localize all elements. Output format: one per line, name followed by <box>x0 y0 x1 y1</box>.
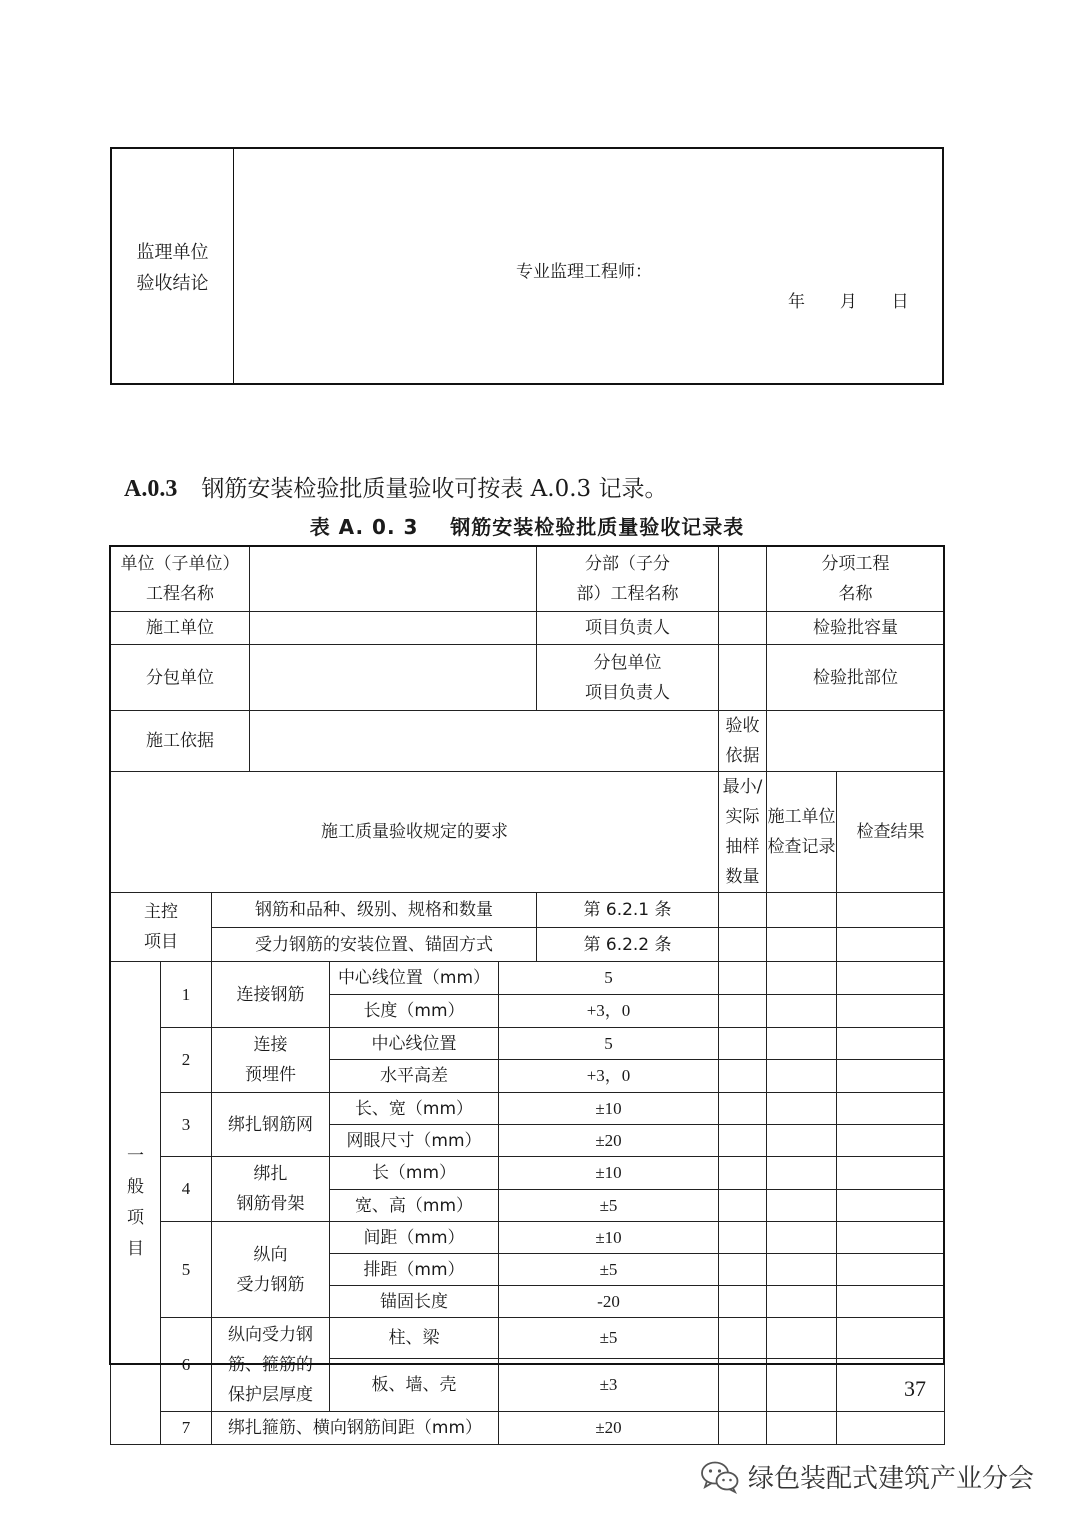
sub-lead-value[interactable] <box>719 645 767 711</box>
check-result-cell[interactable] <box>837 1286 945 1318</box>
check-result-cell[interactable] <box>837 1093 945 1125</box>
requirements-header: 施工质量验收规定的要求 <box>111 772 719 893</box>
check-record-cell[interactable] <box>767 1028 837 1060</box>
construction-basis-label: 施工依据 <box>111 711 250 772</box>
watermark <box>700 1458 1034 1495</box>
sample-count-cell[interactable] <box>719 1254 767 1286</box>
item-name: 连接钢筋 <box>212 962 330 1028</box>
construction-unit-value[interactable] <box>250 612 537 645</box>
check-record-cell[interactable] <box>767 1190 837 1222</box>
check-record-cell[interactable] <box>767 1318 837 1359</box>
general-row <box>111 1318 945 1359</box>
sub-item-name: 间距（mm） <box>330 1222 499 1254</box>
item-name: 绑扎 钢筋骨架 <box>212 1157 330 1222</box>
table-caption: 表 A. 0. 3 钢筋安装检验批质量验收记录表 <box>309 515 745 539</box>
item-number: 6 <box>161 1318 212 1412</box>
check-record-cell[interactable] <box>767 1093 837 1125</box>
main-control-clause: 第 6.2.1 条 <box>537 893 719 928</box>
tolerance-value: ±10 <box>499 1093 719 1125</box>
tolerance-value: ±5 <box>499 1318 719 1359</box>
general-items-label: 一 般 项 目 <box>111 962 161 1445</box>
date-day: 日 <box>891 292 909 312</box>
check-result-cell[interactable] <box>837 1125 945 1157</box>
header-row-1 <box>111 547 945 612</box>
item-name: 连接 预埋件 <box>212 1028 330 1093</box>
unit-name-label: 单位（子单位） 工程名称 <box>111 547 250 612</box>
general-row <box>111 962 945 995</box>
tolerance-value: ±10 <box>499 1157 719 1190</box>
check-record-cell[interactable] <box>767 1222 837 1254</box>
main-control-item: 受力钢筋的安装位置、锚固方式 <box>212 928 537 962</box>
check-result-cell[interactable] <box>837 893 945 928</box>
check-result-cell[interactable] <box>837 1028 945 1060</box>
sample-count-cell[interactable] <box>719 1286 767 1318</box>
check-record-cell[interactable] <box>767 1286 837 1318</box>
check-result-cell[interactable] <box>837 1318 945 1359</box>
item-name: 绑扎箍筋、横向钢筋间距（mm） <box>212 1412 499 1445</box>
item-number: 7 <box>161 1412 212 1445</box>
header-row-5 <box>111 772 945 893</box>
unit-name-value[interactable] <box>250 547 537 612</box>
check-record-header: 施工单位 检查记录 <box>767 772 837 893</box>
check-record-cell[interactable] <box>767 1359 837 1412</box>
sample-count-header: 最小/实际 抽样数量 <box>719 772 767 893</box>
sub-item-name: 长、宽（mm） <box>330 1093 499 1125</box>
check-result-cell[interactable] <box>837 1359 945 1412</box>
check-result-cell[interactable] <box>837 995 945 1028</box>
check-result-cell[interactable] <box>837 962 945 995</box>
sub-item-name: 中心线位置（mm） <box>330 962 499 995</box>
sample-count-cell[interactable] <box>719 1093 767 1125</box>
sub-item-name: 中心线位置 <box>330 1028 499 1060</box>
item-number: 4 <box>161 1157 212 1222</box>
check-result-cell[interactable] <box>837 1412 945 1445</box>
section-heading <box>124 470 667 503</box>
sample-count-cell[interactable] <box>719 1190 767 1222</box>
tolerance-value: +3，0 <box>499 995 719 1028</box>
tolerance-value: 5 <box>499 1028 719 1060</box>
sub-item-name: 水平高差 <box>330 1060 499 1093</box>
item-name: 绑扎钢筋网 <box>212 1093 330 1157</box>
section-text: 钢筋安装检验批质量验收可按表 A.0.3 记录。 <box>201 476 668 502</box>
batch-location-label: 检验批部位 <box>767 645 945 711</box>
top-table <box>110 147 944 385</box>
acceptance-basis-label: 验收依据 <box>719 711 767 772</box>
sample-count-cell[interactable] <box>719 962 767 995</box>
check-record-cell[interactable] <box>767 1125 837 1157</box>
construction-basis-value[interactable] <box>250 711 719 772</box>
subcontractor-value[interactable] <box>250 645 537 711</box>
section-number: A.0.3 <box>124 476 178 502</box>
main-control-clause: 第 6.2.2 条 <box>537 928 719 962</box>
item-number: 1 <box>161 962 212 1028</box>
sample-count-cell[interactable] <box>719 893 767 928</box>
check-result-cell[interactable] <box>837 1222 945 1254</box>
tolerance-value: ±5 <box>499 1190 719 1222</box>
check-result-cell[interactable] <box>837 1254 945 1286</box>
item-number: 2 <box>161 1028 212 1093</box>
main-control-item: 钢筋和品种、级别、规格和数量 <box>212 893 537 928</box>
check-record-cell[interactable] <box>767 1412 837 1445</box>
check-record-cell[interactable] <box>767 1254 837 1286</box>
tolerance-value: ±5 <box>499 1254 719 1286</box>
sample-count-cell[interactable] <box>719 995 767 1028</box>
top-table-divider <box>233 149 234 383</box>
main-control-row <box>111 893 945 928</box>
general-row <box>111 1157 945 1190</box>
check-record-cell[interactable] <box>767 962 837 995</box>
wechat-icon <box>700 1460 740 1494</box>
supervision-label-line2: 验收结论 <box>136 273 209 294</box>
general-row <box>111 1028 945 1060</box>
subitem-label: 分项工程 名称 <box>767 547 945 612</box>
sub-item-name: 柱、梁 <box>330 1318 499 1359</box>
check-record-cell[interactable] <box>767 1060 837 1093</box>
tolerance-value: ±3 <box>499 1359 719 1412</box>
sample-count-cell[interactable] <box>719 1060 767 1093</box>
general-row <box>111 1222 945 1254</box>
engineer-signature-label: 专业监理工程师： <box>516 262 652 282</box>
header-row-2 <box>111 612 945 645</box>
check-result-cell[interactable] <box>837 1190 945 1222</box>
sample-count-cell[interactable] <box>719 1222 767 1254</box>
division-label: 分部（子分 部）工程名称 <box>537 547 719 612</box>
sample-count-cell[interactable] <box>719 1157 767 1190</box>
header-row-3 <box>111 645 945 711</box>
sub-item-name: 长度（mm） <box>330 995 499 1028</box>
sample-count-cell[interactable] <box>719 1028 767 1060</box>
check-result-header: 检查结果 <box>837 772 945 893</box>
signature-date <box>788 287 909 312</box>
general-row <box>111 1412 945 1445</box>
batch-capacity-label: 检验批容量 <box>767 612 945 645</box>
acceptance-basis-value[interactable] <box>767 711 945 772</box>
sub-item-name: 锚固长度 <box>330 1286 499 1318</box>
sub-item-name: 网眼尺寸（mm） <box>330 1125 499 1157</box>
date-year: 年 <box>788 292 805 312</box>
header-row-4 <box>111 711 945 772</box>
item-name: 纵向受力钢 筋、箍筋的 保护层厚度 <box>212 1318 330 1412</box>
sub-item-name: 板、墙、壳 <box>330 1359 499 1412</box>
project-lead-value[interactable] <box>719 612 767 645</box>
sample-count-cell[interactable] <box>719 1125 767 1157</box>
sample-count-cell[interactable] <box>719 928 767 962</box>
tolerance-value: ±20 <box>499 1412 719 1445</box>
date-month: 月 <box>839 292 857 312</box>
main-control-row <box>111 928 945 962</box>
sub-item-name: 长（mm） <box>330 1157 499 1190</box>
sub-item-name: 排距（mm） <box>330 1254 499 1286</box>
check-result-cell[interactable] <box>837 1060 945 1093</box>
supervision-label-line1: 监理单位 <box>136 242 209 263</box>
main-control-label: 主控 项目 <box>111 893 212 962</box>
project-lead-label: 项目负责人 <box>537 612 719 645</box>
sample-count-cell[interactable] <box>719 1318 767 1359</box>
check-record-cell[interactable] <box>767 893 837 928</box>
tolerance-value: ±10 <box>499 1222 719 1254</box>
tolerance-value: ±20 <box>499 1125 719 1157</box>
item-name: 纵向 受力钢筋 <box>212 1222 330 1318</box>
subcontractor-label: 分包单位 <box>111 645 250 711</box>
check-result-cell[interactable] <box>837 1157 945 1190</box>
supervision-label <box>112 237 233 299</box>
general-row <box>111 1093 945 1125</box>
check-result-cell[interactable] <box>837 928 945 962</box>
watermark-text: 绿色装配式建筑产业分会 <box>748 1464 1035 1494</box>
item-number: 3 <box>161 1093 212 1157</box>
item-number: 5 <box>161 1222 212 1318</box>
check-record-cell[interactable] <box>767 1157 837 1190</box>
page-number: 37 <box>904 1376 926 1401</box>
acceptance-record-table <box>110 546 945 1445</box>
sample-count-cell[interactable] <box>719 1359 767 1412</box>
check-record-cell[interactable] <box>767 995 837 1028</box>
division-value[interactable] <box>719 547 767 612</box>
tolerance-value: -20 <box>499 1286 719 1318</box>
sub-lead-label: 分包单位 项目负责人 <box>537 645 719 711</box>
check-record-cell[interactable] <box>767 928 837 962</box>
construction-unit-label: 施工单位 <box>111 612 250 645</box>
tolerance-value: 5 <box>499 962 719 995</box>
sub-item-name: 宽、高（mm） <box>330 1190 499 1222</box>
tolerance-value: +3，0 <box>499 1060 719 1093</box>
sample-count-cell[interactable] <box>719 1412 767 1445</box>
